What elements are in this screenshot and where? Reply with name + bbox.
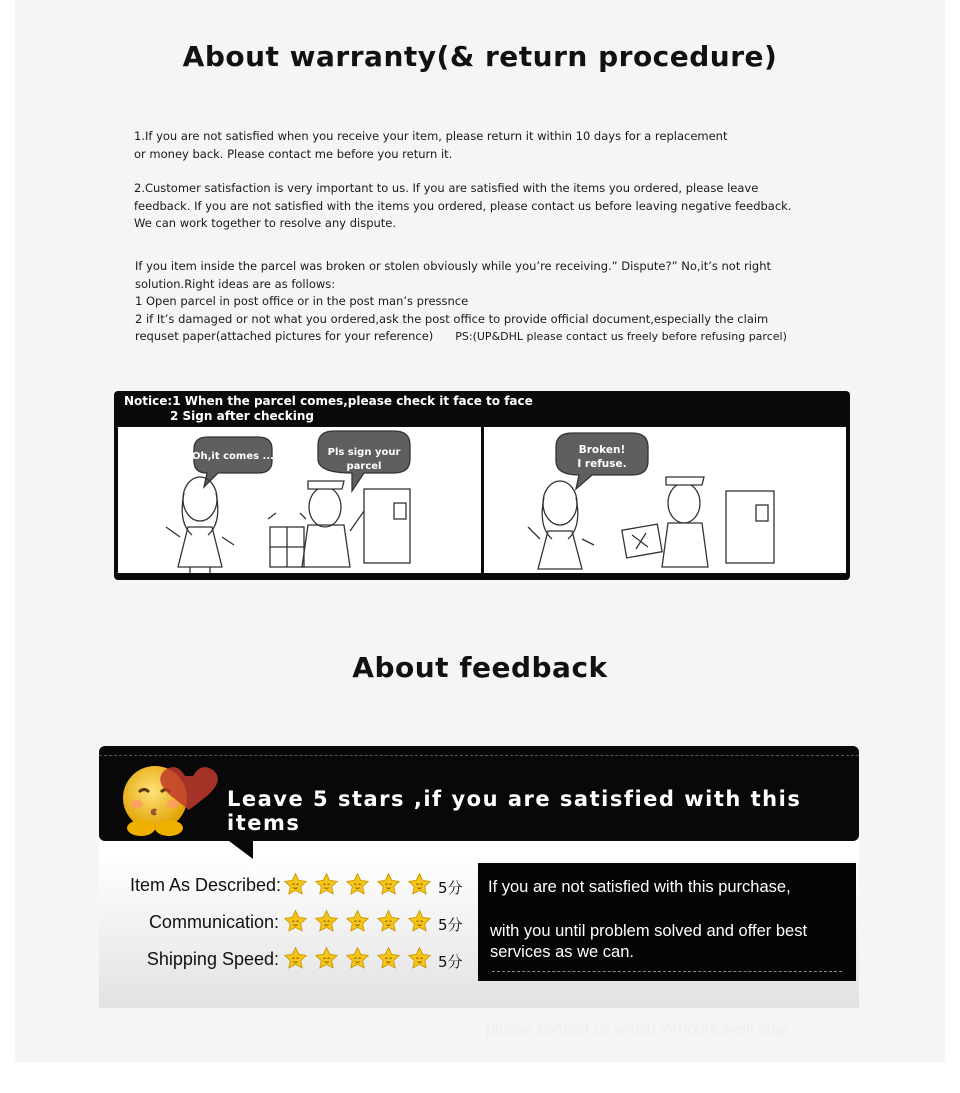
bubble-broken-line1: Broken! — [578, 444, 626, 456]
star-icon — [376, 909, 401, 934]
warranty-paragraph-1 — [134, 128, 854, 163]
star-group — [283, 946, 432, 971]
star-icon — [407, 909, 432, 934]
star-icon — [407, 872, 432, 897]
ghost-contact-text: please contact us within 24hours,we’ll stay — [486, 1021, 788, 1038]
rating-label: Communication: — [148, 912, 279, 932]
bubble-courier-line1: Pls sign your — [327, 447, 401, 458]
box-divider — [492, 971, 842, 972]
text-line: If you item inside the parcel was broken or stolen obviously while you’re receiving.” Dispute?” No,it’s not right — [135, 259, 772, 273]
star-icon — [314, 909, 339, 934]
star-icon — [345, 909, 370, 934]
star-icon — [314, 872, 339, 897]
cartoon-receiving-parcel — [118, 427, 481, 573]
warranty-paragraph-3 — [135, 258, 895, 346]
feedback-card — [99, 746, 859, 1008]
text-line: We can work together to resolve any dispute. — [134, 216, 397, 230]
star-group — [283, 909, 432, 934]
rating-label: Shipping Speed: — [146, 949, 279, 969]
star-icon — [376, 872, 401, 897]
bubble-girl-text: Oh,it comes ... — [192, 451, 274, 462]
banner-message: Leave 5 stars ,if you are satisfied with this items — [227, 787, 802, 835]
box-line-3: services as we can. — [490, 943, 634, 961]
star-icon — [314, 946, 339, 971]
bubble-courier-line2: parcel — [346, 461, 382, 472]
rating-score: 5分 — [438, 879, 463, 897]
text-line: 2.Customer satisfaction is very important to us. If you are satisfied with the items you ordered, please leave — [134, 181, 759, 195]
rating-row-item-as-described — [99, 872, 479, 898]
star-icon — [283, 946, 308, 971]
notice-line-1: Notice:1 When the parcel comes,please check it face to face — [124, 394, 533, 408]
notice-panel — [114, 391, 850, 580]
rating-row-shipping-speed — [99, 946, 479, 972]
star-icon — [283, 872, 308, 897]
ps-note: PS:(UP&DHL please contact us freely before refusing parcel) — [455, 330, 787, 343]
feedback-title: About feedback — [352, 651, 608, 684]
star-group — [283, 872, 432, 897]
warranty-paragraph-2 — [134, 180, 854, 233]
box-line-1: If you are not satisfied with this purchase, — [488, 878, 791, 896]
dissatisfaction-box — [478, 863, 856, 981]
cartoon-refusing-parcel — [484, 427, 846, 573]
star-icon — [345, 946, 370, 971]
text-line: feedback. If you are not satisfied with the items you ordered, please contact us before leaving negative feedback. — [134, 198, 792, 213]
text-line: or money back. Please contact me before you return it. — [134, 146, 453, 161]
rating-label: Item As Described: — [129, 875, 281, 895]
star-icon — [376, 946, 401, 971]
rating-row-communication — [99, 909, 479, 935]
kiss-emoji-icon — [121, 756, 221, 846]
rating-score: 5分 — [438, 916, 463, 934]
star-icon — [407, 946, 432, 971]
star-icon — [345, 872, 370, 897]
star-icon — [283, 909, 308, 934]
text-line: 2 if It’s damaged or not what you ordered,ask the post office to provide official document,especially the claim — [135, 311, 769, 326]
notice-line-2: 2 Sign after checking — [170, 409, 315, 423]
rating-score: 5分 — [438, 953, 463, 971]
warranty-title: About warranty(& return procedure) — [182, 40, 778, 73]
text-line — [135, 328, 895, 346]
notice-text — [124, 394, 533, 424]
box-line-2: with you until problem solved and offer best — [490, 922, 808, 940]
text-line: solution.Right ideas are as follows: — [135, 276, 336, 291]
text-line-part: requset paper(attached pictures for your reference) — [135, 329, 434, 343]
text-line: 1.If you are not satisfied when you receive your item, please return it within 10 days for a replacement — [134, 129, 728, 143]
banner-pointer — [229, 841, 253, 859]
bubble-broken-line2: I refuse. — [577, 458, 627, 470]
text-line: 1 Open parcel in post office or in the post man’s pressnce — [135, 294, 469, 308]
